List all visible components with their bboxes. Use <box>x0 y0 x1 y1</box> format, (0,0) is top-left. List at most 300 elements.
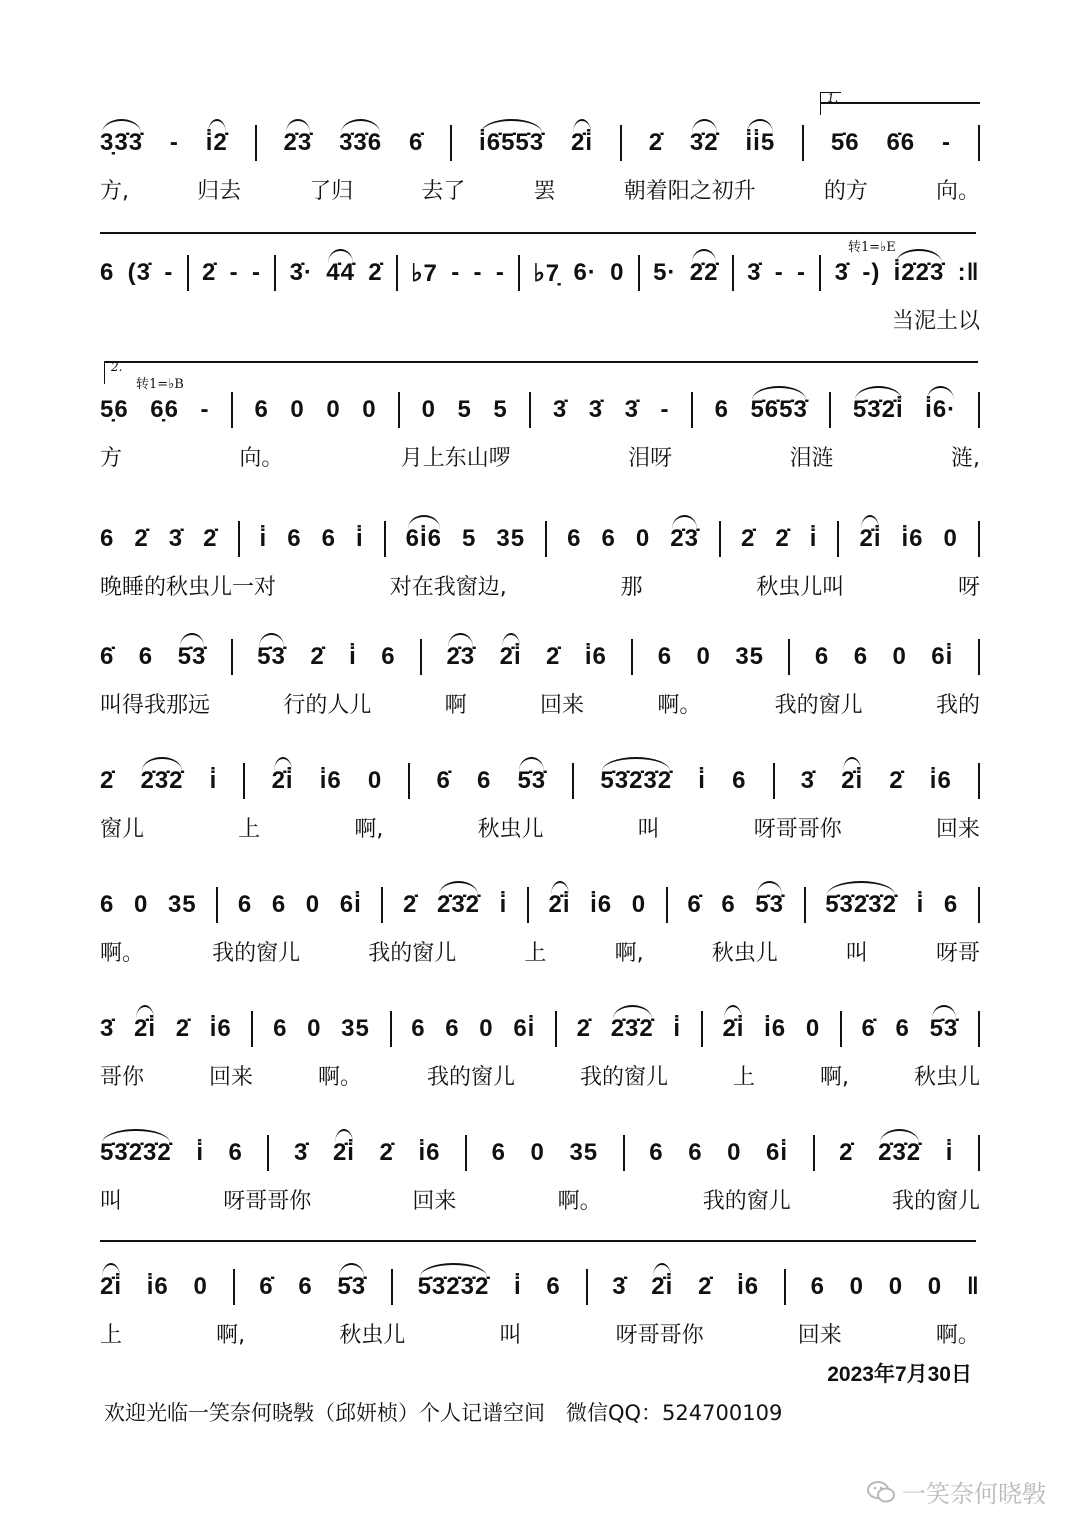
slur-mark <box>724 1005 742 1019</box>
note-group: 5̇3̇2̇3̇2̇ <box>100 1139 172 1167</box>
lyric-text: 向。 <box>935 178 980 204</box>
note-group: - <box>797 259 807 286</box>
lyric-text: 我的窗儿 <box>368 940 457 966</box>
note-group: i̇6 <box>590 891 613 918</box>
note-group: 6 <box>100 891 115 918</box>
slur-mark <box>420 1263 488 1277</box>
lyric-text: 泪呀 <box>628 445 673 471</box>
note-group: 0 <box>888 1273 904 1300</box>
slur-mark <box>752 386 805 400</box>
note-group: 6̇ <box>687 891 702 918</box>
note-group: i̇ <box>259 525 268 552</box>
note-group: 2̇i̇ <box>500 643 522 671</box>
lyric-text: 啊。 <box>935 1322 980 1348</box>
bar-line <box>243 763 245 799</box>
note-group: -) <box>862 259 881 286</box>
slur-mark <box>861 515 879 529</box>
lyric-text: 啊。 <box>657 692 702 718</box>
note-group: - <box>942 129 952 156</box>
bar-line <box>238 521 240 557</box>
volta-1-label: 1. <box>827 91 839 105</box>
slur-mark <box>448 633 473 647</box>
note-group: 2̇i̇ <box>571 129 593 157</box>
note-group: - <box>200 396 210 423</box>
lyric-text: 窗儿 <box>100 816 145 842</box>
lyric-text: 秋虫儿 <box>477 816 544 842</box>
slur-mark <box>573 119 591 133</box>
lyrics-row <box>100 568 980 602</box>
note-group: 6 <box>567 525 582 552</box>
slur-mark <box>142 757 181 771</box>
note-group: - <box>229 259 239 286</box>
watermark <box>866 1474 1046 1509</box>
bar-line <box>732 255 734 291</box>
note-group: i̇6 <box>901 525 924 552</box>
score-system-6 <box>100 756 980 866</box>
note-group: 3̇2̇ <box>690 129 719 157</box>
note-group: 2̇i̇ <box>722 1015 744 1043</box>
lyric-text: 呀哥哥你 <box>753 816 842 842</box>
lyric-text: 啊。 <box>557 1188 602 1214</box>
slur-mark <box>136 1005 154 1019</box>
note-group: 0 <box>305 891 321 918</box>
note-group: 6 <box>649 1139 664 1166</box>
note-group: 5̇3̇ <box>337 1273 366 1301</box>
lyric-text: 晚睡的秋虫儿一对 <box>100 574 277 600</box>
note-group: i̇ <box>355 525 364 552</box>
bar-line <box>691 392 693 428</box>
slur-mark <box>896 249 943 263</box>
note-group: 2̇ <box>741 525 756 552</box>
note-group: 3̇· <box>289 259 313 286</box>
note-group: 5̇3̇ <box>930 1015 959 1043</box>
note-group: 6 <box>271 891 287 918</box>
lyric-text: 叫 <box>637 816 660 842</box>
note-group: 5̇3̇ <box>517 767 546 795</box>
score-system-1 <box>100 91 980 228</box>
note-group: 2̇ <box>546 643 561 670</box>
note-group: 2̇ <box>175 1015 191 1042</box>
note-group: 3̇3̇6 <box>339 129 382 157</box>
lyric-text: 我的窗儿 <box>212 940 301 966</box>
lyric-text: 我的窗儿 <box>702 1188 791 1214</box>
lyric-text: 上 <box>238 816 261 842</box>
notes-row <box>100 248 980 298</box>
note-group: 2̇ <box>100 767 115 794</box>
note-group: 2̇3̇ <box>670 525 699 553</box>
lyric-text: 向。 <box>239 445 284 471</box>
note-group: 6 <box>321 525 336 552</box>
note-group: 6 <box>254 396 269 423</box>
note-group: 5̇3̇2̇3̇2̇ <box>418 1273 490 1301</box>
lyric-text: 上 <box>524 940 547 966</box>
notes-row <box>100 756 980 806</box>
note-group: 6 <box>688 1139 703 1166</box>
note-group: 2̇ <box>310 643 325 670</box>
note-group: ♭7̣ <box>533 259 561 287</box>
note-group: - <box>473 259 483 286</box>
notes-row <box>100 1262 980 1312</box>
bar-line <box>274 255 276 291</box>
bar-line <box>233 1269 235 1305</box>
note-group: 0 <box>193 1273 208 1300</box>
note-group: 6 <box>100 525 115 552</box>
note-group: 35 <box>496 525 526 552</box>
note-group: 2̇i̇ <box>272 767 294 795</box>
notes-row <box>100 1128 980 1178</box>
bar-line <box>518 255 520 291</box>
bar-line <box>773 763 775 799</box>
note-group: 5̇3̇2̇3̇2̇ <box>825 891 897 919</box>
note-group: 2̇ <box>201 259 217 286</box>
slur-mark <box>408 515 440 529</box>
note-group: 6 <box>895 1015 910 1042</box>
lyric-text: 呀 <box>957 574 980 600</box>
note-group: 3̇ <box>624 396 639 423</box>
note-group: 5̇6 <box>830 129 860 156</box>
note-group: 6̇6 <box>886 129 916 156</box>
bar-line <box>450 125 452 161</box>
bar-line <box>978 887 980 923</box>
note-group: 5̇3̇ <box>178 643 207 671</box>
note-group: i̇6 <box>146 1273 169 1300</box>
note-group: 2̇i̇ <box>651 1273 673 1301</box>
bar-line <box>527 887 529 923</box>
bar-line <box>666 887 668 923</box>
bar-line <box>804 887 806 923</box>
note-group: i̇ <box>349 643 357 670</box>
note-group: 6 <box>476 767 492 794</box>
slur-mark <box>339 1263 364 1277</box>
note-group: 6 <box>381 643 396 670</box>
slur-mark <box>843 757 861 771</box>
note-group: 35 <box>167 891 197 918</box>
note-group: 6̇ <box>259 1273 274 1300</box>
note-group: i̇ <box>916 891 925 918</box>
note-group: 2̇i̇ <box>859 525 881 553</box>
lyrics-row <box>100 1058 980 1092</box>
lyric-text: 回来 <box>412 1188 457 1214</box>
slur-mark <box>208 119 226 133</box>
note-group: 2̇i̇ <box>841 767 863 795</box>
footer-credit: 欢迎光临一笑奈何晓斅（邱妍桢）个人记谱空间 微信QQ：524700109 <box>104 1401 783 1425</box>
note-group: 6 <box>445 1015 460 1042</box>
notes-row <box>100 880 980 930</box>
note-group: 6 <box>100 259 115 286</box>
bar-line <box>978 763 980 799</box>
note-group: 2̇ <box>889 767 904 794</box>
lyric-text: 回来 <box>797 1322 842 1348</box>
notes-row <box>100 118 980 168</box>
note-group: 2̇ <box>576 1015 592 1042</box>
note-group: 35 <box>569 1139 599 1166</box>
bar-line <box>978 1011 980 1047</box>
note-group: 0 <box>805 1015 821 1042</box>
note-group: 2̇ <box>368 259 383 286</box>
note-group: i̇6· <box>925 396 956 424</box>
bar-line <box>784 1269 786 1305</box>
slur-mark <box>653 1263 671 1277</box>
note-group: 6 <box>237 891 253 918</box>
note-group: 5̣6 <box>100 396 129 423</box>
note-group: 6i̇ <box>766 1139 789 1166</box>
score-system-9 <box>100 1128 980 1238</box>
note-group: i̇6 <box>209 1015 232 1042</box>
note-group: 2̇3̇2̇ <box>437 891 480 919</box>
note-group: i̇ <box>514 1273 522 1300</box>
bar-line <box>802 125 804 161</box>
lyric-text: 叫 <box>845 940 868 966</box>
note-group: 2̇3̇ <box>446 643 475 671</box>
bar-line <box>978 639 980 675</box>
bar-line <box>586 1269 588 1305</box>
lyric-text: 涟, <box>950 445 980 471</box>
slur-mark <box>692 119 717 133</box>
note-group: 6i̇ <box>513 1015 536 1042</box>
note-group: 6 <box>714 396 729 423</box>
bar-line <box>978 392 980 428</box>
repeat-end-barline: :‖ <box>957 259 980 286</box>
lyric-text: 啊, <box>614 940 644 966</box>
note-group: i̇i̇5 <box>745 129 775 157</box>
lyric-text: 方 <box>100 445 123 471</box>
lyric-text: 秋虫儿叫 <box>756 574 845 600</box>
note-group: 6 <box>287 525 302 552</box>
note-group: 5̇6̇5̇3̇ <box>750 396 807 424</box>
slur-mark <box>286 119 311 133</box>
slur-mark <box>613 1005 652 1019</box>
note-group: 2̇ <box>775 525 790 552</box>
note-group: 3̣3̇3̇ <box>100 129 143 157</box>
bar-line <box>572 763 574 799</box>
lyric-text: 罢 <box>533 178 556 204</box>
bar-line <box>623 1135 625 1171</box>
note-group: - <box>660 396 670 423</box>
bar-line <box>465 1135 467 1171</box>
lyrics-row <box>100 934 980 968</box>
chat-bubble-icon <box>866 1479 896 1505</box>
note-group: i̇ <box>499 891 508 918</box>
lyric-text: 上 <box>733 1064 756 1090</box>
bar-line <box>255 125 257 161</box>
note-group: 5̇3̇2̇i̇ <box>853 396 904 424</box>
lyric-text: 啊, <box>820 1064 849 1090</box>
bar-line <box>384 521 386 557</box>
note-group: 6i̇6 <box>406 525 442 553</box>
volta-bracket-line <box>820 102 980 104</box>
note-group: 35 <box>735 643 765 670</box>
notes-row <box>100 514 980 564</box>
lyric-text: 我的 <box>935 692 980 718</box>
bar-line <box>978 1135 980 1171</box>
note-group: i̇6 <box>737 1273 760 1300</box>
lyric-text: 了归 <box>309 178 354 204</box>
note-group: 6 <box>298 1273 313 1300</box>
bar-line <box>231 639 233 675</box>
slur-mark <box>747 119 773 133</box>
note-group: 0 <box>133 891 149 918</box>
score-system-4 <box>100 514 980 624</box>
bar-line <box>837 521 839 557</box>
slur-mark <box>827 881 895 895</box>
slur-mark <box>341 119 380 133</box>
note-group: 6i̇ <box>339 891 362 918</box>
note-group: 2̇3̇2̇ <box>611 1015 654 1043</box>
volta-1 <box>820 92 841 115</box>
slur-mark <box>102 119 141 133</box>
note-group: 5· <box>653 259 677 286</box>
bar-line <box>631 639 633 675</box>
lyric-text: 的方 <box>823 178 868 204</box>
slur-mark <box>602 757 670 771</box>
lyric-text: 叫 <box>100 1188 123 1214</box>
bar-line <box>819 255 821 291</box>
bar-line <box>420 639 422 675</box>
note-group: 3̇ <box>552 396 568 423</box>
note-group: 2̇i̇ <box>134 1015 156 1043</box>
slur-mark <box>880 1129 919 1143</box>
lyric-text: 秋虫儿 <box>339 1322 406 1348</box>
note-group: 0 <box>892 643 907 670</box>
key-change-label: 转1=♭E <box>848 240 896 255</box>
lyrics-row <box>100 439 980 473</box>
slur-mark <box>274 757 292 771</box>
note-group: 6 <box>943 891 959 918</box>
note-group: 6̣6 <box>150 396 179 423</box>
lyrics-row <box>100 686 980 720</box>
note-group: i̇ <box>809 525 818 552</box>
bar-line <box>267 1135 269 1171</box>
lyric-text: 当泥土以 <box>891 308 980 334</box>
slur-mark <box>102 1129 170 1143</box>
slur-mark <box>757 881 782 895</box>
note-group: 0 <box>362 396 377 423</box>
lyric-text: 我的窗儿 <box>427 1064 516 1090</box>
lyric-text: 啊, <box>354 816 384 842</box>
bar-line <box>701 1011 703 1047</box>
note-group: - <box>169 129 179 156</box>
note-group: 6· <box>573 259 597 286</box>
note-group: 6 <box>657 643 673 670</box>
note-group: - <box>495 259 505 286</box>
slur-mark <box>927 386 954 400</box>
bar-line <box>620 125 622 161</box>
slur-mark <box>932 1005 957 1019</box>
note-group: 5̇3̇ <box>755 891 784 919</box>
lyric-text: 哥你 <box>100 1064 145 1090</box>
lyric-text: 呀哥哥你 <box>615 1322 704 1348</box>
lyric-text: 我的窗儿 <box>774 692 863 718</box>
note-group: i̇2̇ <box>206 129 228 157</box>
slur-mark <box>102 1263 120 1277</box>
note-group: 0 <box>479 1015 494 1042</box>
note-group: 6 <box>273 1015 288 1042</box>
note-group: 0 <box>696 643 711 670</box>
note-group: i̇ <box>673 1015 682 1042</box>
lyric-text: 方, <box>100 178 129 204</box>
note-group: - <box>451 259 461 286</box>
note-group: 6̇ <box>436 767 451 794</box>
bar-line <box>391 1269 393 1305</box>
slur-mark <box>519 757 544 771</box>
score-system-3 <box>100 360 980 495</box>
bar-line <box>216 887 218 923</box>
notes-row <box>100 1004 980 1054</box>
note-group: (3̇ <box>127 259 152 286</box>
note-group: 2̇ <box>379 1139 394 1166</box>
note-group: 3̇ <box>747 259 762 286</box>
lyrics-row <box>100 1316 980 1350</box>
lyric-text: 呀哥哥你 <box>223 1188 312 1214</box>
note-group: 2̇ <box>648 129 664 156</box>
score-system-2 <box>100 240 980 358</box>
note-group: 0 <box>326 396 341 423</box>
lyric-text: 回来 <box>209 1064 254 1090</box>
note-group: 2̇3̇2̇ <box>140 767 183 795</box>
note-group: 0 <box>367 767 383 794</box>
notes-row <box>100 632 980 682</box>
note-group: 6 <box>721 891 736 918</box>
bar-line <box>555 1011 557 1047</box>
note-group: 2̇i̇ <box>333 1139 355 1167</box>
note-group: 6 <box>732 767 747 794</box>
lyric-text: 对在我窗边, <box>389 574 507 600</box>
bar-line <box>788 639 790 675</box>
slur-mark <box>335 1129 353 1143</box>
note-group: 2̇2̇ <box>690 259 719 287</box>
note-group: 3̇ <box>294 1139 309 1166</box>
lyric-text: 叫 <box>499 1322 522 1348</box>
note-group: 5 <box>457 396 472 423</box>
slur-mark <box>551 881 569 895</box>
lyric-text: 那 <box>620 574 643 600</box>
score-system-10 <box>100 1262 980 1372</box>
slur-mark <box>481 119 542 133</box>
slur-mark <box>439 881 478 895</box>
system-top-line <box>100 232 976 234</box>
slur-mark <box>672 515 697 529</box>
lyric-text: 我的窗儿 <box>891 1188 980 1214</box>
note-group: 6 <box>228 1139 243 1166</box>
slur-mark <box>502 633 520 647</box>
note-group: i̇ <box>698 767 706 794</box>
lyric-text: 呀哥 <box>935 940 980 966</box>
score-system-5 <box>100 632 980 742</box>
note-group: 5 <box>462 525 477 552</box>
lyric-text: 我的窗儿 <box>580 1064 669 1090</box>
note-group: i̇ <box>196 1139 204 1166</box>
note-group: 3̇ <box>834 259 850 286</box>
bar-line <box>638 255 640 291</box>
note-group: 3̇ <box>588 396 604 423</box>
bar-line <box>390 1011 392 1047</box>
note-group: 0 <box>610 259 625 286</box>
bar-line <box>545 521 547 557</box>
bar-line <box>529 392 531 428</box>
lyric-text: 啊, <box>216 1322 246 1348</box>
lyric-text: 行的人儿 <box>283 692 372 718</box>
bar-line <box>408 763 410 799</box>
lyric-text: 回来 <box>539 692 584 718</box>
note-group: i̇6 <box>764 1015 787 1042</box>
bar-line <box>978 521 980 557</box>
note-group: 6 <box>138 643 154 670</box>
note-group: i̇ <box>945 1139 954 1166</box>
note-group: 2̇3̇2̇ <box>878 1139 921 1167</box>
note-group: i̇6 <box>418 1139 441 1166</box>
note-group: 0 <box>849 1273 864 1300</box>
bar-line <box>719 521 721 557</box>
